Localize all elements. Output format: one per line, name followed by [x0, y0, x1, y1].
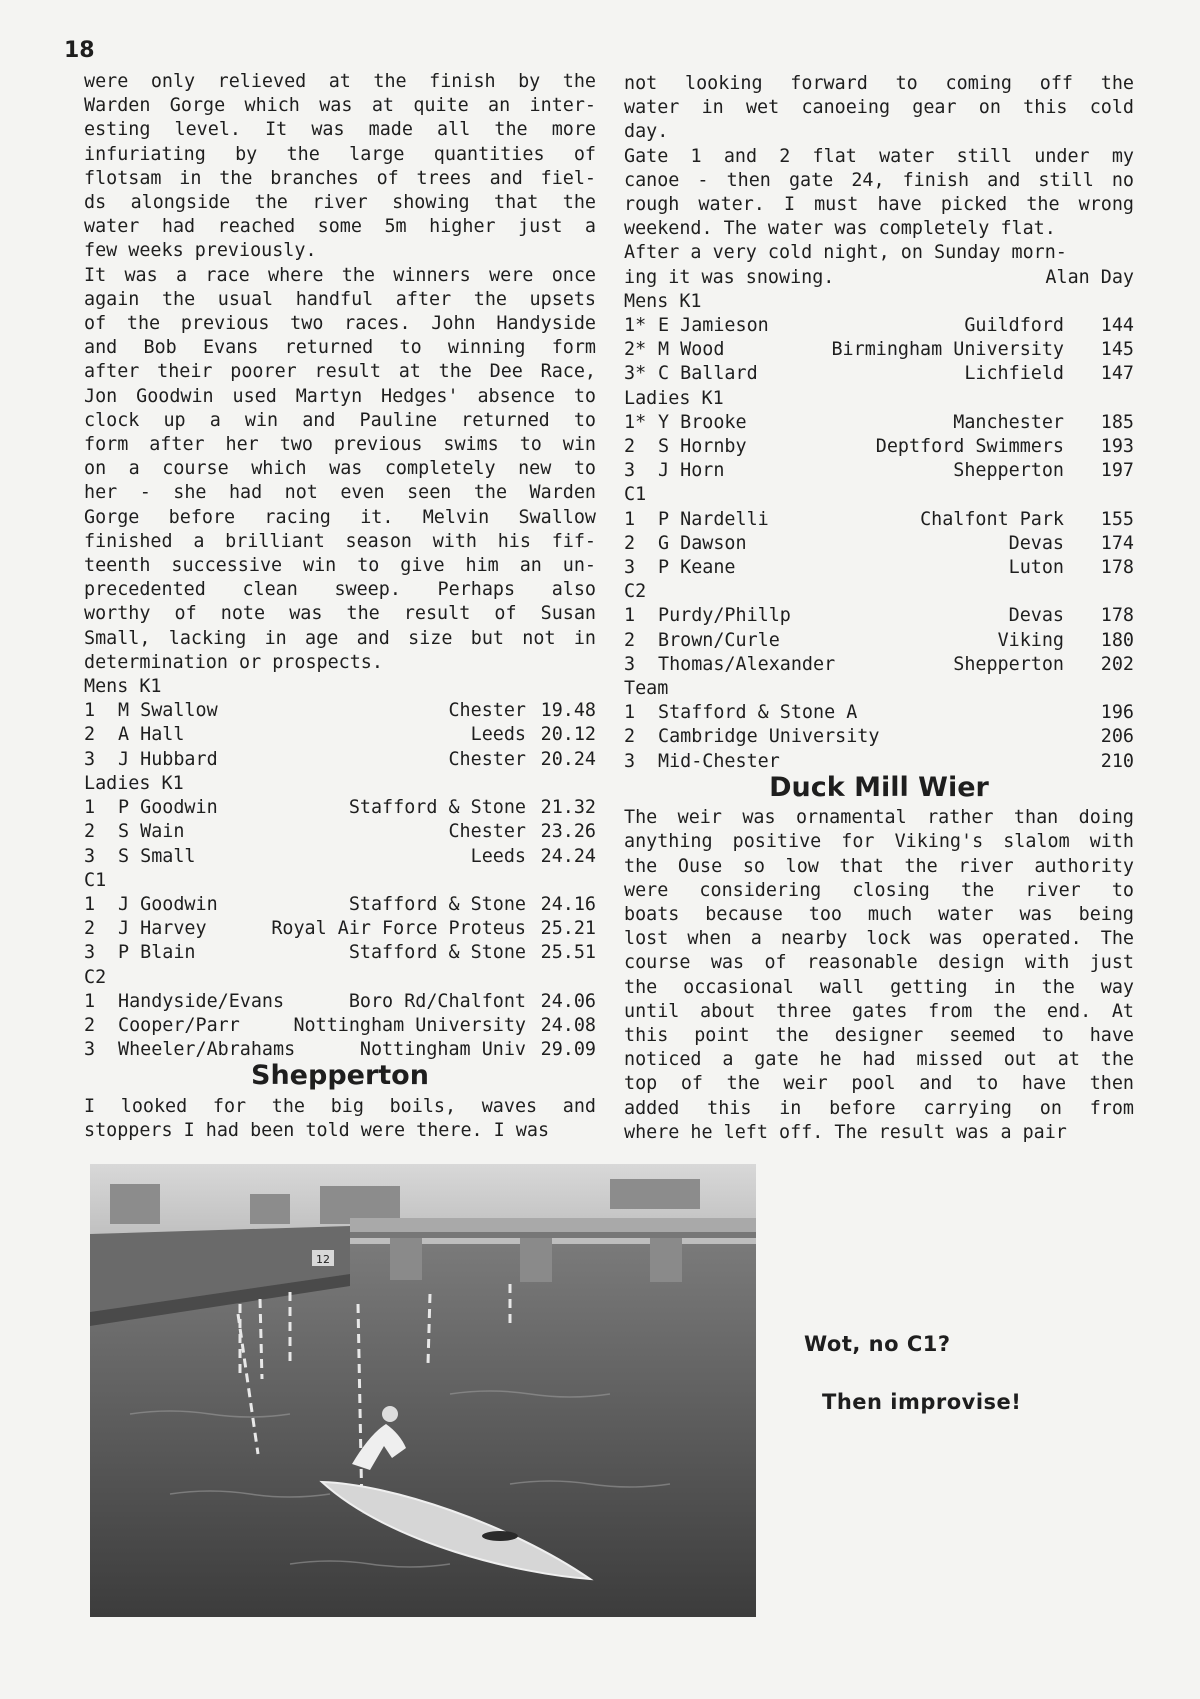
result-name: M Wood — [658, 339, 725, 361]
canoe-slalom-photo — [90, 1164, 756, 1617]
result-pos: 1* — [624, 315, 647, 337]
paragraph-line: again the usual handful after the upsets — [84, 288, 596, 310]
result-pos: 1* — [624, 411, 647, 433]
result-row — [84, 1014, 596, 1038]
result-score: 210 — [1100, 750, 1134, 772]
results-category-heading: Mens K1 — [624, 290, 702, 312]
result-club: Chester — [448, 821, 526, 843]
right-column — [624, 72, 1134, 1145]
author-line — [624, 266, 1134, 290]
result-pos: 1 — [624, 702, 636, 724]
result-club: Birmingham University — [831, 339, 1064, 361]
paragraph-line: canoe - then gate 24, finish and still no — [624, 169, 1134, 191]
result-row — [624, 653, 1134, 677]
result-pos: 3 — [84, 748, 96, 770]
result-pos: 1 — [624, 508, 636, 530]
paragraph-line: stoppers I had been told were there. I was — [84, 1119, 550, 1141]
result-name: M Swallow — [118, 700, 218, 722]
result-club: Leeds — [470, 845, 526, 867]
paragraph-line: lost when a nearby lock was operated. The — [624, 928, 1134, 950]
result-name: E Jamieson — [658, 315, 769, 337]
result-pos: 2 — [624, 629, 636, 651]
article-paragraph — [624, 72, 1134, 145]
result-name: Cooper/Parr — [118, 1014, 240, 1036]
results-category-heading: C2 — [624, 581, 647, 603]
result-score: 21.32 — [540, 797, 596, 819]
paragraph-line: infuriating by the large quantities of — [84, 143, 596, 165]
paragraph-line: were only relieved at the finish by the — [84, 71, 596, 92]
result-club: Nottingham Univ — [359, 1039, 526, 1061]
result-score: 144 — [1100, 315, 1134, 337]
paragraph-line: ds alongside the river showing that the — [84, 192, 596, 214]
result-name: G Dawson — [658, 532, 747, 554]
result-pos: 2 — [624, 436, 636, 458]
paragraph-line: teenth successive win to give him an un- — [84, 555, 596, 577]
paragraph-line: the Ouse so low that the river authority — [624, 855, 1134, 877]
result-club: Manchester — [953, 411, 1064, 433]
result-score: 147 — [1100, 363, 1134, 385]
result-row — [624, 435, 1134, 459]
result-score: 29.09 — [540, 1039, 596, 1061]
result-name: Stafford & Stone A — [658, 702, 858, 724]
result-score: 185 — [1100, 411, 1134, 433]
result-score: 178 — [1100, 557, 1134, 579]
result-row — [624, 314, 1134, 338]
result-row — [624, 532, 1134, 556]
result-name: Y Brooke — [658, 411, 747, 433]
paragraph-line: of the previous two races. John Handyside — [84, 313, 596, 335]
results-category-heading: Mens K1 — [84, 676, 162, 698]
paragraph-line: boats because too much water was being — [624, 903, 1134, 925]
paragraph-line: weekend. The water was completely flat. — [624, 218, 1056, 240]
result-pos: 2 — [84, 1014, 96, 1036]
result-score: 24.24 — [540, 845, 596, 867]
result-club: Viking — [997, 629, 1064, 651]
result-club: Nottingham University — [293, 1014, 526, 1036]
result-score: 24.06 — [540, 990, 596, 1012]
result-club: Shepperton — [953, 460, 1064, 482]
result-row — [624, 459, 1134, 483]
paragraph-line: Small, lacking in age and size but not in — [84, 627, 596, 649]
result-name: J Goodwin — [118, 893, 218, 915]
result-pos: 1 — [84, 797, 96, 819]
result-score: 24.16 — [540, 893, 596, 915]
page-number: 18 — [64, 38, 95, 63]
result-name: C Ballard — [658, 363, 758, 385]
result-pos: 3 — [84, 942, 96, 964]
result-score: 178 — [1100, 605, 1134, 627]
result-pos: 1 — [84, 893, 96, 915]
result-name: P Keane — [658, 557, 736, 579]
result-name: Cambridge University — [658, 726, 880, 748]
result-name: Mid-Chester — [658, 750, 780, 772]
result-name: P Nardelli — [658, 508, 769, 530]
result-row — [84, 893, 596, 917]
result-row — [624, 362, 1134, 386]
result-club: Stafford & Stone — [348, 893, 526, 915]
paragraph-line: few weeks previously. — [84, 240, 317, 262]
result-row — [624, 508, 1134, 532]
result-name: J Horn — [658, 460, 725, 482]
result-pos: 3 — [624, 653, 636, 675]
result-name: Brown/Curle — [658, 629, 780, 651]
paragraph-line: her - she had not even seen the Warden — [84, 482, 596, 504]
result-score: 197 — [1100, 460, 1134, 482]
paragraph-line: Gate 1 and 2 flat water still under my — [624, 145, 1134, 167]
paragraph-line: noticed a gate he had missed out at the — [624, 1049, 1134, 1071]
paragraph-line: flotsam in the branches of trees and fiel- — [84, 167, 596, 189]
paragraph-line: rough water. I must have picked the wrong — [624, 194, 1134, 216]
result-club: Chalfont Park — [920, 508, 1064, 530]
result-row — [624, 629, 1134, 653]
result-name: P Goodwin — [118, 797, 218, 819]
paragraph-line: where he left off. The result was a pair — [624, 1121, 1067, 1143]
result-name: A Hall — [118, 724, 185, 746]
paragraph-line: until about three gates from the end. At — [624, 1000, 1134, 1022]
paragraph-line: I looked for the big boils, waves and — [84, 1095, 596, 1117]
result-score: 145 — [1100, 339, 1134, 361]
paragraph-line: worthy of note was the result of Susan — [84, 603, 596, 625]
result-pos: 3 — [624, 557, 636, 579]
article-paragraph — [624, 806, 1134, 1145]
result-row — [84, 796, 596, 820]
result-row — [84, 723, 596, 747]
paragraph-line: The weir was ornamental rather than doing — [624, 807, 1134, 829]
paragraph-line: on a course which was completely new to — [84, 458, 596, 480]
result-pos: 2 — [84, 918, 96, 940]
author-name: Alan Day — [1045, 266, 1134, 288]
result-row — [624, 411, 1134, 435]
result-score: 25.21 — [540, 918, 596, 940]
paragraph-line: Warden Gorge which was at quite an inter- — [84, 95, 596, 117]
paragraph-line: It was a race where the winners were once — [84, 264, 596, 286]
results-category-heading: C1 — [84, 869, 107, 891]
result-pos: 3 — [84, 1039, 96, 1061]
paragraph-line: determination or prospects. — [84, 651, 383, 673]
result-row — [84, 917, 596, 941]
gate-number-sign: 12 — [316, 1253, 330, 1266]
paragraph-line: Jon Goodwin used Martyn Hedges' absence to — [84, 385, 596, 407]
result-pos: 3 — [624, 750, 636, 772]
result-row — [84, 1038, 596, 1062]
section-heading-shepperton: Shepperton — [251, 1060, 429, 1092]
result-club: Deptford Swimmers — [875, 436, 1064, 458]
result-club: Chester — [448, 748, 526, 770]
paragraph-line: anything positive for Viking's slalom with — [624, 831, 1134, 853]
result-club: Royal Air Force Proteus — [271, 918, 526, 940]
paragraph-line: water in wet canoeing gear on this cold — [624, 97, 1134, 119]
result-row — [84, 820, 596, 844]
result-score: 19.48 — [540, 700, 596, 722]
photo-caption-question: Wot, no C1? — [804, 1332, 951, 1356]
paragraph-line: after their poorer result at the Dee Race, — [84, 361, 596, 383]
result-pos: 1 — [624, 605, 636, 627]
results-block — [84, 675, 596, 1062]
result-name: Wheeler/Abrahams — [118, 1039, 296, 1061]
result-pos: 3 — [624, 460, 636, 482]
result-score: 24.08 — [540, 1014, 596, 1036]
result-row — [84, 990, 596, 1014]
results-block — [624, 290, 1134, 774]
result-name: S Wain — [118, 821, 185, 843]
paragraph-line: After a very cold night, on Sunday morn- — [624, 242, 1067, 264]
result-club: Devas — [1008, 532, 1064, 554]
result-name: P Blain — [118, 942, 196, 964]
result-club: Stafford & Stone — [348, 797, 526, 819]
result-club: Stafford & Stone — [348, 942, 526, 964]
result-score: 174 — [1100, 532, 1134, 554]
results-category-heading: C2 — [84, 966, 107, 988]
paragraph-line: precedented clean sweep. Perhaps also — [84, 579, 596, 601]
section-heading-duck-mill-wier: Duck Mill Wier — [769, 771, 989, 803]
article-paragraph — [84, 1095, 596, 1143]
result-club: Leeds — [470, 724, 526, 746]
result-club: Chester — [448, 700, 526, 722]
paragraph-line: and Bob Evans returned to winning form — [84, 337, 596, 359]
paragraph-line: the occasional wall getting in the way — [624, 976, 1134, 998]
result-row — [84, 748, 596, 772]
result-name: J Harvey — [118, 918, 207, 940]
paragraph-line: course was of reasonable design with just — [624, 952, 1134, 974]
result-pos: 3* — [624, 363, 647, 385]
paragraph-line: water had reached some 5m higher just a — [84, 216, 596, 238]
result-name: S Small — [118, 845, 196, 867]
results-category-heading: C1 — [624, 484, 647, 506]
result-club: Devas — [1008, 605, 1064, 627]
result-row — [624, 701, 1134, 725]
result-score: 23.26 — [540, 821, 596, 843]
result-score: 20.12 — [540, 724, 596, 746]
paragraph-line: Gorge before racing it. Melvin Swallow — [84, 506, 596, 528]
result-score: 206 — [1100, 726, 1134, 748]
result-club: Lichfield — [964, 363, 1064, 385]
results-category-heading: Team — [624, 678, 669, 700]
result-score: 20.24 — [540, 748, 596, 770]
article-paragraph — [624, 145, 1134, 242]
paragraph-line: this point the designer seemed to have — [624, 1024, 1134, 1046]
result-pos: 1 — [84, 700, 96, 722]
result-pos: 2 — [624, 532, 636, 554]
paragraph-line: not looking forward to coming off the — [624, 73, 1134, 94]
paragraph-line: top of the weir pool and to have then — [624, 1073, 1134, 1095]
result-club: Luton — [1008, 557, 1064, 579]
paragraph-line: esting level. It was made all the more — [84, 119, 596, 141]
result-row — [624, 338, 1134, 362]
photo-caption-answer: Then improvise! — [822, 1390, 1022, 1414]
result-score: 25.51 — [540, 942, 596, 964]
article-paragraph — [84, 70, 596, 264]
result-name: Thomas/Alexander — [658, 653, 836, 675]
result-row — [84, 941, 596, 965]
result-pos: 2 — [84, 724, 96, 746]
result-row — [84, 845, 596, 869]
left-column — [84, 70, 596, 1143]
results-category-heading: Ladies K1 — [624, 387, 724, 409]
result-pos: 2* — [624, 339, 647, 361]
result-name: S Hornby — [658, 436, 747, 458]
result-row — [624, 556, 1134, 580]
article-paragraph — [84, 264, 596, 675]
paragraph-line: form after her two previous swims to win — [84, 434, 596, 456]
paragraph-line: day. — [624, 121, 669, 143]
result-score: 193 — [1100, 436, 1134, 458]
result-score: 155 — [1100, 508, 1134, 530]
paragraph-line: finished a brilliant season with his fif- — [84, 530, 596, 552]
result-pos: 2 — [624, 726, 636, 748]
result-name: Purdy/Phillp — [658, 605, 791, 627]
paragraph-line: were considering closing the river to — [624, 879, 1134, 901]
result-name: Handyside/Evans — [118, 990, 285, 1012]
result-score: 180 — [1100, 629, 1134, 651]
result-row — [624, 604, 1134, 628]
paragraph-line: ing it was snowing. — [624, 266, 835, 288]
result-row — [84, 699, 596, 723]
article-paragraph — [624, 241, 1134, 265]
result-row — [624, 725, 1134, 749]
result-score: 196 — [1100, 702, 1134, 724]
result-row — [624, 750, 1134, 774]
result-name: J Hubbard — [118, 748, 218, 770]
paragraph-line: added this in before carrying on from — [624, 1097, 1134, 1119]
paragraph-line: clock up a win and Pauline returned to — [84, 409, 596, 431]
results-category-heading: Ladies K1 — [84, 772, 184, 794]
result-score: 202 — [1100, 653, 1134, 675]
result-club: Guildford — [964, 315, 1064, 337]
result-pos: 1 — [84, 990, 96, 1012]
result-pos: 2 — [84, 821, 96, 843]
result-club: Boro Rd/Chalfont — [348, 990, 526, 1012]
result-pos: 3 — [84, 845, 96, 867]
result-club: Shepperton — [953, 653, 1064, 675]
